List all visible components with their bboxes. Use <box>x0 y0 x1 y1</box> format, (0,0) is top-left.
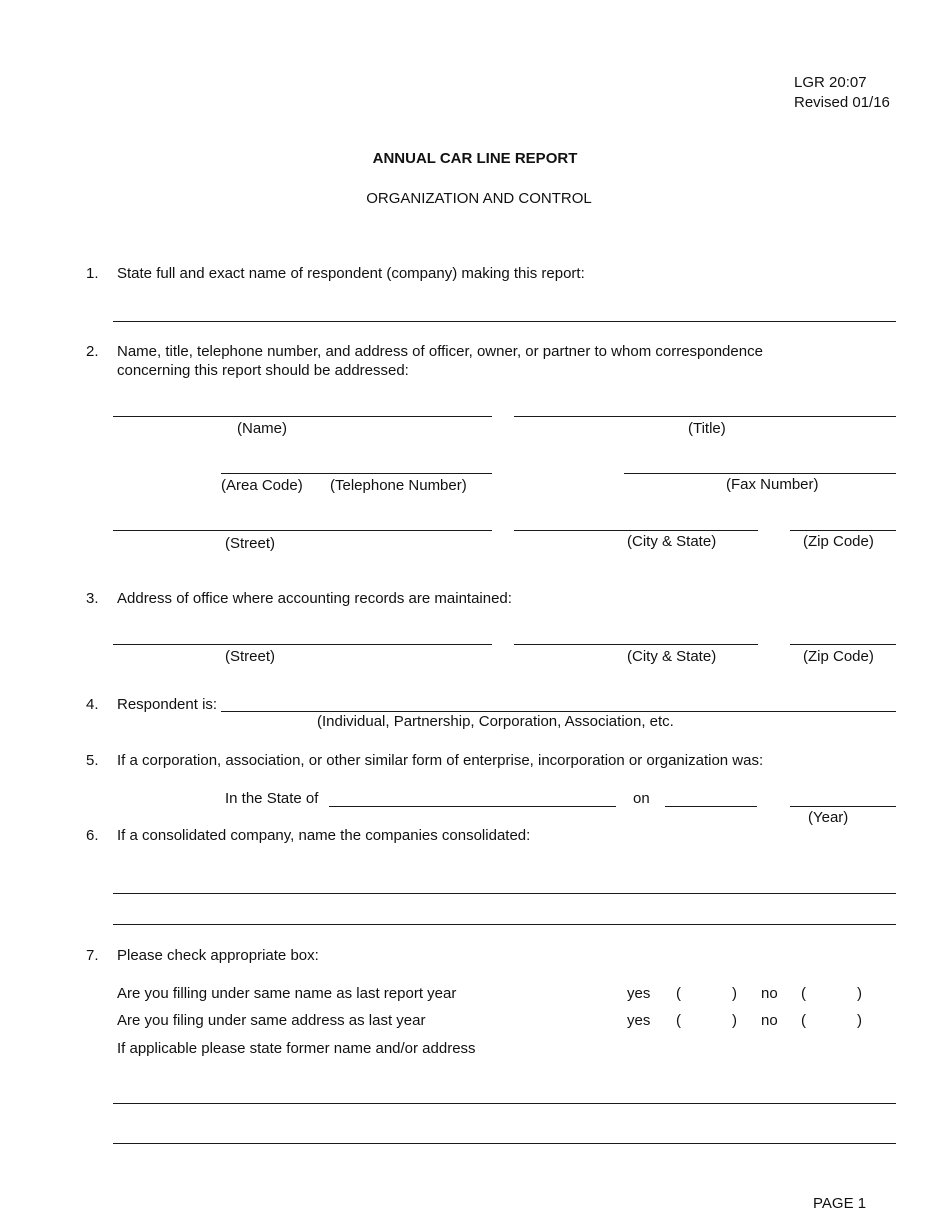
q4-number: 4. <box>86 696 99 713</box>
consolidated-line-2[interactable] <box>113 924 896 925</box>
accounting-street-label: (Street) <box>225 648 276 665</box>
revised-date: Revised 01/16 <box>794 94 890 111</box>
respondent-name-line[interactable] <box>113 321 896 322</box>
former-name-label: If applicable please state former name and/or address <box>117 1040 476 1057</box>
on-label: on <box>633 790 650 807</box>
title-label: (Title) <box>688 420 726 437</box>
city-state-label: (City & State) <box>627 533 717 550</box>
page-number: PAGE 1 <box>813 1195 867 1212</box>
zip-line[interactable] <box>790 530 896 531</box>
q2-number: 2. <box>86 343 99 360</box>
q5-number: 5. <box>86 752 99 769</box>
q1-text: State full and exact name of respondent (company) making this report: <box>117 265 585 282</box>
accounting-zip-line[interactable] <box>790 644 896 645</box>
same-address-yes-label: yes <box>627 1012 651 1029</box>
accounting-city-state-line[interactable] <box>514 644 758 645</box>
form-number: LGR 20:07 <box>794 74 867 91</box>
q4-text: Respondent is: <box>117 696 218 713</box>
street-label: (Street) <box>225 535 276 552</box>
page-subtitle: ORGANIZATION AND CONTROL <box>366 190 592 207</box>
q2-text-line2: concerning this report should be addressed: <box>117 362 409 379</box>
telephone-line[interactable] <box>221 473 492 474</box>
same-address-no-label: no <box>761 1012 778 1029</box>
page-title: ANNUAL CAR LINE REPORT <box>372 150 578 167</box>
zip-label: (Zip Code) <box>803 533 874 550</box>
respondent-type-hint: (Individual, Partnership, Corporation, Association, etc. <box>317 713 674 730</box>
same-name-no-label: no <box>761 985 778 1002</box>
fax-line[interactable] <box>624 473 896 474</box>
q3-text: Address of office where accounting records are maintained: <box>117 590 512 607</box>
area-code-label: (Area Code) <box>221 477 303 494</box>
former-name-line-1[interactable] <box>113 1103 896 1104</box>
form-page: LGR 20:07 Revised 01/16 ANNUAL CAR LINE REPORT ORGANIZATION AND CONTROL 1. State full and exact name of respondent (company) making this report: 2. Name, title, telephone number, and address of officer, owner, or partner to whom correspondence concerning this report should be addressed: (Name) (Title) (Area Code) (Telephone Number) (Fax Number) (Street) (City & State) (Zip Code) 3. Address of office where accounting records are maintained: (Street) (City & State) (Zip Code) 4. Respondent is: (Individual, Partnership, Corporation, Association, etc. 5. If a corporation, association, or other similar form of enterprise, incorporation or organization was: In the State of on (Year) 6. If a consolidated company, name the companies consolidated: 7. Please check appropriate box: Are you filling under same name as last report year yes ( ) no ( ) Are you filing under same address as last year yes ( ) no ( ) If applicable please state former name and/or address PAGE 1 <box>0 0 950 1228</box>
same-name-question: Are you filling under same name as last report year <box>117 985 457 1002</box>
q7-number: 7. <box>86 947 99 964</box>
accounting-city-state-label: (City & State) <box>627 648 717 665</box>
accounting-zip-label: (Zip Code) <box>803 648 874 665</box>
state-line[interactable] <box>329 806 616 807</box>
year-label: (Year) <box>808 809 849 826</box>
accounting-street-line[interactable] <box>113 644 492 645</box>
q6-number: 6. <box>86 827 99 844</box>
same-address-question: Are you filing under same address as last year <box>117 1012 426 1029</box>
former-name-line-2[interactable] <box>113 1143 896 1144</box>
name-label: (Name) <box>237 420 288 437</box>
street-line[interactable] <box>113 530 492 531</box>
q5-text: If a corporation, association, or other similar form of enterprise, incorporation or organization was: <box>117 752 764 769</box>
consolidated-line-1[interactable] <box>113 893 896 894</box>
city-state-line[interactable] <box>514 530 758 531</box>
year-line[interactable] <box>790 806 896 807</box>
date-line[interactable] <box>665 806 757 807</box>
state-label: In the State of <box>225 790 319 807</box>
same-name-yes-label: yes <box>627 985 651 1002</box>
q2-text-line1: Name, title, telephone number, and address of officer, owner, or partner to whom correspondence <box>117 343 763 360</box>
q1-number: 1. <box>86 265 99 282</box>
name-line[interactable] <box>113 416 492 417</box>
q6-text: If a consolidated company, name the companies consolidated: <box>117 827 531 844</box>
fax-label: (Fax Number) <box>726 476 819 493</box>
telephone-label: (Telephone Number) <box>330 477 467 494</box>
respondent-type-line[interactable] <box>221 711 896 712</box>
q3-number: 3. <box>86 590 99 607</box>
title-line[interactable] <box>514 416 896 417</box>
q7-text: Please check appropriate box: <box>117 947 319 964</box>
